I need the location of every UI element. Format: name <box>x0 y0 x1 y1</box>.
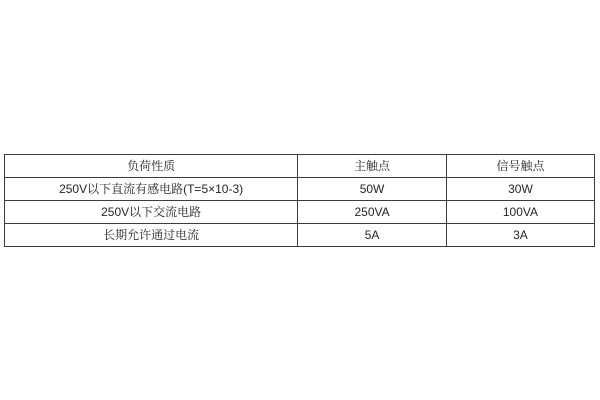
spec-table <box>4 154 595 247</box>
table-row <box>5 178 595 201</box>
table-header-row <box>5 155 595 178</box>
cell-signal-contact: 30W <box>446 178 594 201</box>
cell-load-nature: 250V以下直流有感电路(T=5×10-3) <box>5 178 298 201</box>
cell-signal-contact: 100VA <box>446 201 594 224</box>
cell-load-nature: 长期允许通过电流 <box>5 224 298 247</box>
cell-signal-contact: 3A <box>446 224 594 247</box>
header-load-nature: 负荷性质 <box>5 155 298 178</box>
cell-load-nature: 250V以下交流电路 <box>5 201 298 224</box>
header-main-contact: 主触点 <box>298 155 447 178</box>
table-row <box>5 201 595 224</box>
table-row <box>5 224 595 247</box>
cell-main-contact: 50W <box>298 178 447 201</box>
cell-main-contact: 250VA <box>298 201 447 224</box>
cell-main-contact: 5A <box>298 224 447 247</box>
header-signal-contact: 信号触点 <box>446 155 594 178</box>
